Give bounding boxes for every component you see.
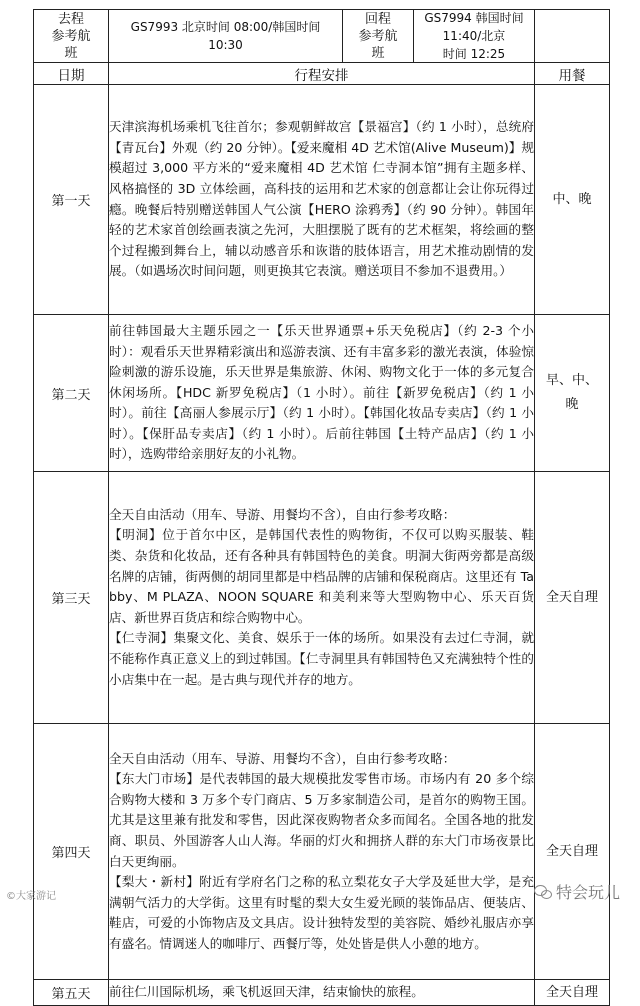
- day-label: 第五天: [34, 980, 109, 1006]
- footer-right-watermark: [534, 880, 620, 903]
- depart-flight-info: [109, 10, 343, 63]
- flight-row: [34, 10, 610, 63]
- schedule-paragraph: 【梨大・新村】附近有学府名门之称的私立梨花女子大学及延世大学，是充满朝气活力的大学街。这里有时髦的梨大女生爱光顾的装饰品店、便装店、鞋店，可爱的小饰物店及文具店。设计独特发型的美容院、婚纱礼服店亦享有盛名。情调迷人的咖啡厅、西餐厅等，处处皆是供人小憩的地方。: [109, 874, 534, 951]
- return-flight-info: [414, 10, 534, 62]
- day-meal: 全天自理: [535, 724, 610, 980]
- col-header-meal: 用餐: [535, 63, 610, 85]
- day-label: 第二天: [34, 315, 109, 472]
- day-meal: 全天自理: [535, 980, 610, 1006]
- schedule-paragraph: 前往韩国最大主题乐园之一【乐天世界通票+乐天免税店】（约 2-3 个小时）：观看乐天世界精彩演出和巡游表演、还有丰富多彩的激光表演，体验惊险刺激的游乐设施，乐天世界是集旅游、休闲、购物文化于一体的多元复合休闲场所。【HDC 新罗免税店】（1 小时）。前往【新罗免税店】（约 1 小时）。前往【高丽人参展示厅】（约 1 小时）。【韩国化妆品专卖店】（约 1 小时）。【保肝品专卖店】（约 1 小时）。后前往韩国【土特产品店】（约 1 小时），选购带给亲朋好友的小礼物。: [109, 322, 534, 462]
- day-label: 第一天: [34, 85, 109, 315]
- day-meal: 中、晚: [535, 85, 610, 315]
- schedule-paragraph: 前往仁川国际机场，乘飞机返回天津，结束愉快的旅程。: [109, 984, 424, 1000]
- return-flight-label-text: 回程 参考航 班: [358, 11, 398, 61]
- day-schedule: [109, 472, 535, 724]
- schedule-paragraph: 全天自由活动（用车、导游、用餐均不含），自由行参考攻略：: [109, 506, 456, 522]
- day-row: [34, 724, 610, 980]
- return-flight-cell: [343, 10, 535, 63]
- flight-row-filler: [535, 10, 610, 63]
- wechat-icon: [534, 885, 552, 899]
- schedule-paragraph: 全天自由活动（用车、导游、用餐均不含），自由行参考攻略：: [109, 750, 456, 766]
- column-header-row: [34, 63, 610, 85]
- footer-left-watermark: ©大家游记: [6, 891, 56, 902]
- day-schedule: [109, 980, 535, 1006]
- itinerary-table: [33, 9, 610, 1006]
- schedule-paragraph: 【明洞】位于首尔中区，是韩国代表性的购物街，不仅可以购买服装、鞋类、杂货和化妆品，还有各种具有韩国特色的美食。明洞大街两旁都是高级名牌的店铺，街两侧的胡同里都是中档品牌的店铺和保税商店。这里还有 Tabby、M PLAZA、NOON SQUARE 和美利来等大型购物中心、乐天百货店、新世界百货店和综合购物中心。: [109, 527, 534, 625]
- day-row: [34, 980, 610, 1006]
- day-rows: [34, 85, 610, 1006]
- day-row: [34, 472, 610, 724]
- footer-right-text: 特会玩儿: [555, 883, 620, 902]
- day-schedule: [109, 85, 535, 315]
- return-flight-label: [343, 10, 414, 62]
- day-meal: 全天自理: [535, 472, 610, 724]
- depart-flight-label: [34, 10, 109, 63]
- day-meal: 早、中、 晚: [535, 315, 610, 472]
- day-schedule: [109, 315, 535, 472]
- day-row: [34, 85, 610, 315]
- depart-flight-label-text: 去程 参考航 班: [51, 11, 91, 61]
- schedule-paragraph: 【仁寺洞】集聚文化、美食、娱乐于一体的场所。如果没有去过仁寺洞，就不能称作真正意义上的到过韩国。【仁寺洞里具有韩国特色又充满独特个性的小店集中在一起。是古典与现代并存的地方。: [109, 630, 534, 687]
- return-flight-text: GS7994 韩国时间 11:40/北京 时间 12:25: [424, 11, 524, 61]
- day-row: [34, 315, 610, 472]
- col-header-day: 日期: [34, 63, 109, 85]
- col-header-schedule: 行程安排: [109, 63, 535, 85]
- schedule-paragraph: 【东大门市场】是代表韩国的最大规模批发零售市场。市场内有 20 多个综合购物大楼和 3 万多个专门商店、5 万多家制造公司，是首尔的购物王国。尤其是这里兼有批发和零售，因此深夜购物者众多而闻名。全国各地的批发商、职员、外国游客人山人海。华丽的灯火和拥挤人群的东大门市场夜景比白天更绚丽。: [109, 771, 534, 869]
- schedule-paragraph: 天津滨海机场乘机飞往首尔；参观朝鲜故宫【景福宫】（约 1 小时），总统府【青瓦台】外观（约 20 分钟）。【爱来魔相 4D 艺术馆(Alive Museum)】规模超过 3,000 平方米的“爱来魔相 4D 艺术馆 仁寺洞本馆”拥有主题多样、风格搞怪的 3D 立体绘画，高科技的运用和艺术家的创意都让会让你玩得过瘾。晚餐后特别赠送韩国人气公演【HERO 涂鸦秀】（约 90 分钟）。韩国年轻的艺术家首创绘画表演之先河，大胆摆脱了既有的艺术框架，将绘画的整个过程搬到舞台上，辅以动感音乐和诙谐的肢体语言，用艺术推动剧情的发展。（如遇场次时间问题，则更换其它表演。赠送项目不参加不退费用。）: [109, 119, 534, 279]
- day-schedule: [109, 724, 535, 980]
- depart-flight-text: GS7993 北京时间 08:00/韩国时间 10:30: [130, 20, 321, 52]
- day-label: 第四天: [34, 724, 109, 980]
- day-label: 第三天: [34, 472, 109, 724]
